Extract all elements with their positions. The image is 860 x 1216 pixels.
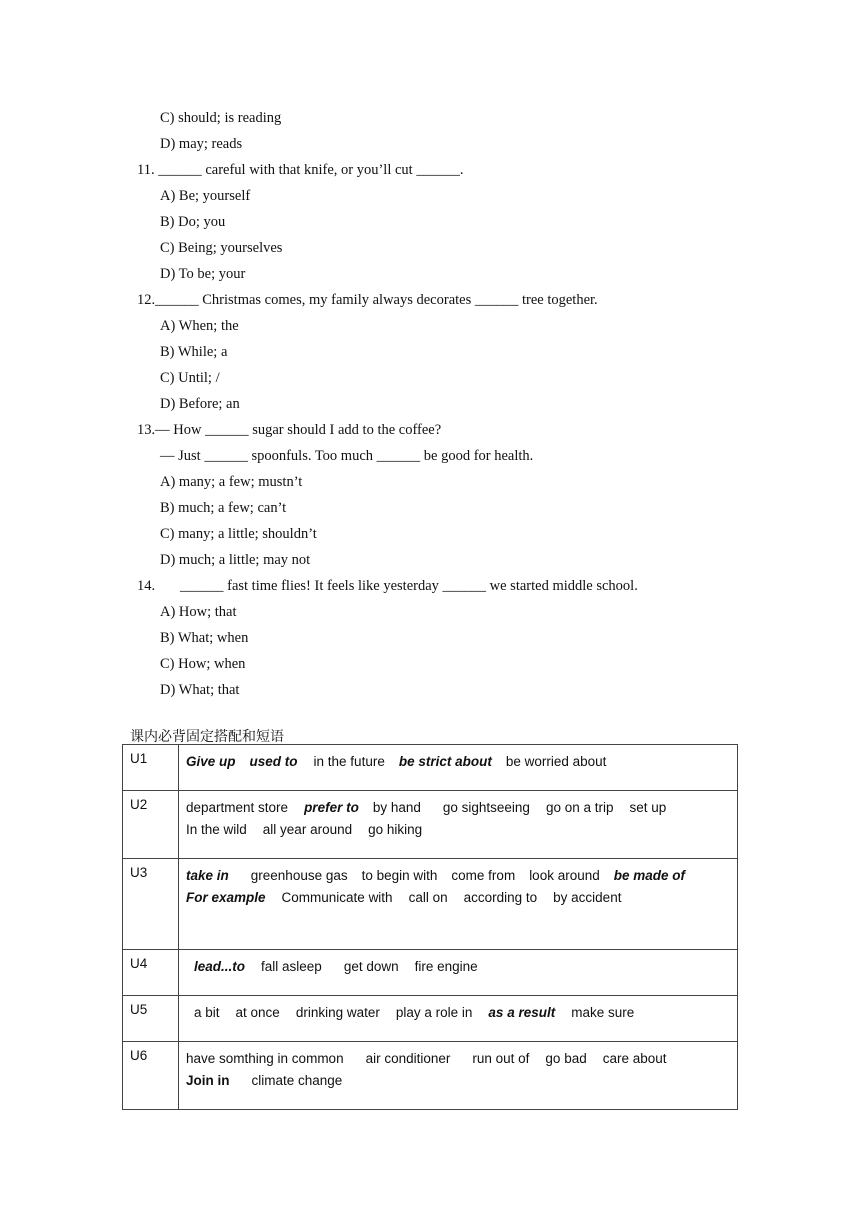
phrase: take in [186,868,229,883]
q12-stem: 12.______ Christmas comes, my family always decorates ______ tree together. [137,292,598,308]
unit-label: U1 [123,745,179,791]
phrase-line [186,865,737,887]
unit-phrases [179,745,738,791]
phrase: look around [529,868,600,883]
phrase: all year around [262,822,353,837]
q11-option-a: A) Be; yourself [160,188,251,204]
phrase: to begin with [361,868,438,883]
phrase: greenhouse gas [250,868,348,883]
q13-stem-reply: — Just ______ spoonfuls. Too much ______ be good for health. [160,448,534,464]
phrase: air conditioner [365,1051,451,1066]
q13-option-c: C) many; a little; shouldn’t [160,526,317,542]
phrase-line [186,887,737,909]
phrase: a bit [194,1005,220,1020]
phrase-line [186,1002,737,1024]
phrase: used to [249,754,298,769]
q14-option-b: B) What; when [160,630,249,646]
q14-option-a: A) How; that [160,604,237,620]
phrase: prefer to [304,800,359,815]
phrase: set up [629,800,667,815]
phrase: Give up [186,754,236,769]
phrases-row-u3 [123,859,738,950]
unit-label: U5 [123,996,179,1042]
phrases-table [122,744,738,1110]
phrase: be worried about [505,754,607,769]
phrase: go bad [545,1051,587,1066]
phrase: be made of [613,868,686,883]
phrase: In the wild [186,822,247,837]
q11-option-c: C) Being; yourselves [160,240,283,256]
q10-option-c: C) should; is reading [160,110,282,126]
unit-phrases [179,950,738,996]
phrase: drinking water [295,1005,380,1020]
unit-phrases [179,791,738,859]
phrases-row-u6 [123,1042,738,1110]
phrase: For example [186,890,266,905]
q12-option-a: A) When; the [160,318,239,334]
unit-phrases [179,859,738,950]
phrase-line [186,751,737,773]
phrase: run out of [472,1051,530,1066]
q11-option-b: B) Do; you [160,214,226,230]
phrase: have somthing in common [186,1051,344,1066]
q11-stem: 11. ______ careful with that knife, or you’ll cut ______. [137,162,464,178]
phrase-line [186,797,737,819]
phrase-line [186,819,737,841]
q13-option-a: A) many; a few; mustn’t [160,474,303,490]
phrase: go hiking [368,822,423,837]
phrases-row-u5 [123,996,738,1042]
q12-option-d: D) Before; an [160,396,240,412]
q13-stem: 13.— How ______ sugar should I add to the coffee? [137,422,442,438]
phrases-row-u4 [123,950,738,996]
q14-option-c: C) How; when [160,656,246,672]
q10-option-d: D) may; reads [160,136,243,152]
phrases-row-u1 [123,745,738,791]
q11-option-d: D) To be; your [160,266,246,282]
q13-option-b: B) much; a few; can’t [160,500,287,516]
phrase: come from [451,868,516,883]
unit-label: U3 [123,859,179,950]
phrase: climate change [251,1073,343,1088]
phrase: fall asleep [261,959,322,974]
phrase-line [186,1048,737,1070]
phrase: get down [343,959,399,974]
phrase: by accident [553,890,622,905]
unit-phrases [179,996,738,1042]
phrase: lead...to [194,959,246,974]
phrase-line [186,1070,737,1092]
phrase: Join in [186,1073,230,1088]
unit-label: U6 [123,1042,179,1110]
phrase: Communicate with [281,890,393,905]
phrase: by hand [372,800,421,815]
unit-label: U4 [123,950,179,996]
phrases-section-title: 课内必背固定搭配和短语 [130,729,284,745]
q14-number: 14. [137,578,156,594]
phrase: call on [408,890,448,905]
q12-option-c: C) Until; / [160,370,220,386]
phrase: at once [235,1005,280,1020]
q14-option-d: D) What; that [160,682,240,698]
phrase: make sure [571,1005,635,1020]
phrases-row-u2 [123,791,738,859]
phrase: in the future [313,754,385,769]
phrase: care about [602,1051,667,1066]
phrase: go sightseeing [442,800,530,815]
phrase: department store [186,800,289,815]
unit-label: U2 [123,791,179,859]
phrase: play a role in [395,1005,473,1020]
q14-stem: ______ fast time flies! It feels like yesterday ______ we started middle school. [180,578,638,594]
phrase: as a result [488,1005,556,1020]
phrase: be strict about [398,754,492,769]
phrase: go on a trip [545,800,614,815]
unit-phrases [179,1042,738,1110]
phrase: according to [463,890,538,905]
phrase: fire engine [414,959,478,974]
q12-option-b: B) While; a [160,344,228,360]
phrase-line [186,956,737,978]
q13-option-d: D) much; a little; may not [160,552,311,568]
